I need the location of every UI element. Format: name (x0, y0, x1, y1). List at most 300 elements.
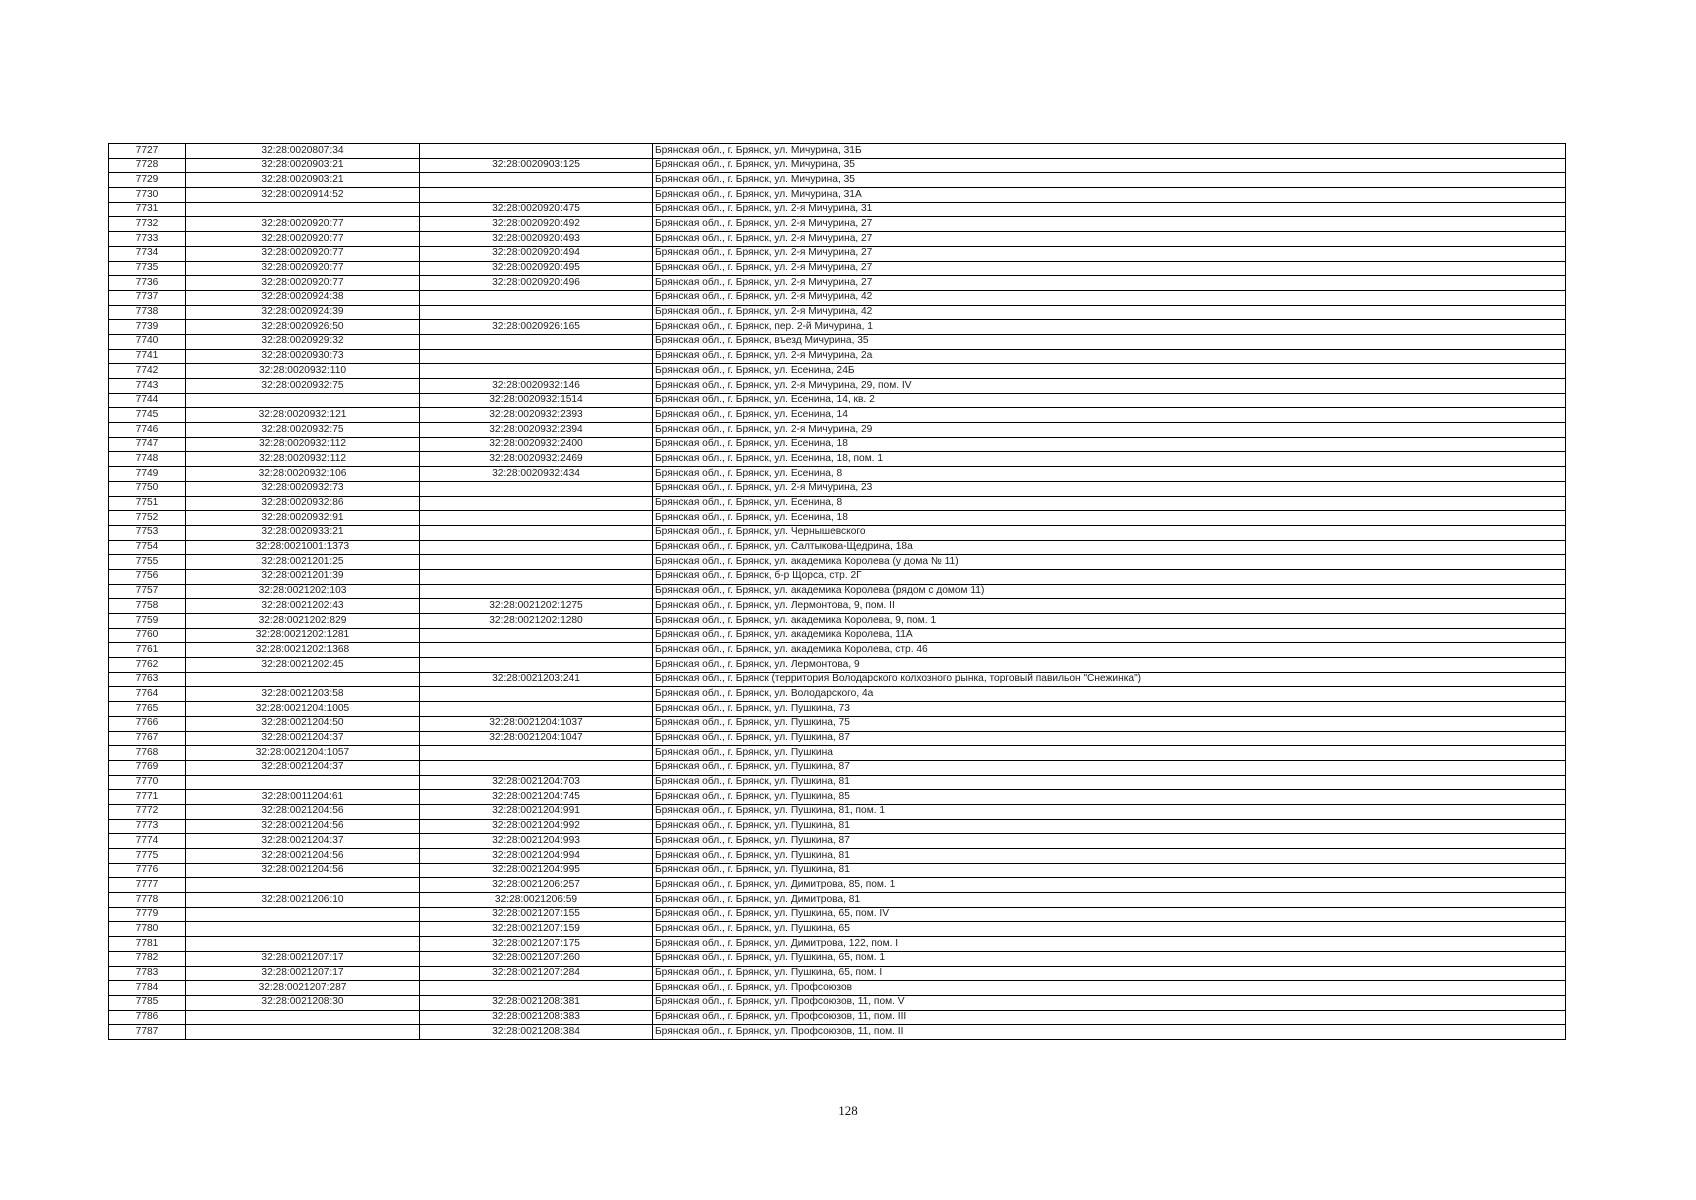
land-cadastral-number-cell: 32:28:0021204:50 (186, 716, 420, 731)
object-cadastral-number-cell (420, 981, 653, 996)
land-cadastral-number-cell: 32:28:0020914:52 (186, 188, 420, 203)
row-number-cell: 7728 (109, 158, 186, 173)
row-number-cell: 7745 (109, 408, 186, 423)
table-row (109, 628, 1566, 643)
address-cell: Брянская обл., г. Брянск, пер. 2-й Мичурина, 1 (653, 320, 1566, 335)
land-cadastral-number-cell: 32:28:0020932:86 (186, 496, 420, 511)
row-number-cell: 7782 (109, 951, 186, 966)
row-number-cell: 7739 (109, 320, 186, 335)
object-cadastral-number-cell: 32:28:0021207:155 (420, 907, 653, 922)
table-row (109, 687, 1566, 702)
land-cadastral-number-cell: 32:28:0020903:21 (186, 173, 420, 188)
table-row (109, 379, 1566, 394)
land-cadastral-number-cell: 32:28:0021208:30 (186, 995, 420, 1010)
row-number-cell: 7737 (109, 290, 186, 305)
land-cadastral-number-cell: 32:28:0020932:73 (186, 481, 420, 496)
row-number-cell: 7729 (109, 173, 186, 188)
land-cadastral-number-cell: 32:28:0021204:1057 (186, 746, 420, 761)
object-cadastral-number-cell: 32:28:0020920:475 (420, 202, 653, 217)
land-cadastral-number-cell: 32:28:0021204:56 (186, 804, 420, 819)
object-cadastral-number-cell: 32:28:0021204:992 (420, 819, 653, 834)
register-table-body (109, 144, 1566, 1040)
object-cadastral-number-cell (420, 540, 653, 555)
table-row (109, 716, 1566, 731)
address-cell: Брянская обл., г. Брянск, ул. Пушкина (653, 746, 1566, 761)
address-cell: Брянская обл., г. Брянск, ул. 2-я Мичурина, 29, пом. IV (653, 379, 1566, 394)
object-cadastral-number-cell (420, 746, 653, 761)
row-number-cell: 7758 (109, 599, 186, 614)
address-cell: Брянская обл., г. Брянск, ул. Димитрова, 81 (653, 893, 1566, 908)
row-number-cell: 7762 (109, 658, 186, 673)
object-cadastral-number-cell (420, 628, 653, 643)
object-cadastral-number-cell: 32:28:0021208:384 (420, 1025, 653, 1040)
row-number-cell: 7740 (109, 334, 186, 349)
object-cadastral-number-cell: 32:28:0021207:159 (420, 922, 653, 937)
row-number-cell: 7774 (109, 834, 186, 849)
land-cadastral-number-cell: 32:28:0021206:10 (186, 893, 420, 908)
row-number-cell: 7754 (109, 540, 186, 555)
row-number-cell: 7738 (109, 305, 186, 320)
row-number-cell: 7731 (109, 202, 186, 217)
land-cadastral-number-cell: 32:28:0021001:1373 (186, 540, 420, 555)
row-number-cell: 7751 (109, 496, 186, 511)
table-row (109, 907, 1566, 922)
table-row (109, 290, 1566, 305)
address-cell: Брянская обл., г. Брянск, въезд Мичурина, 35 (653, 334, 1566, 349)
object-cadastral-number-cell: 32:28:0021204:1047 (420, 731, 653, 746)
object-cadastral-number-cell: 32:28:0020932:146 (420, 379, 653, 394)
land-cadastral-number-cell: 32:28:0021207:287 (186, 981, 420, 996)
table-row (109, 569, 1566, 584)
row-number-cell: 7777 (109, 878, 186, 893)
object-cadastral-number-cell: 32:28:0020932:1514 (420, 393, 653, 408)
object-cadastral-number-cell: 32:28:0021204:993 (420, 834, 653, 849)
land-cadastral-number-cell: 32:28:0021204:37 (186, 731, 420, 746)
row-number-cell: 7764 (109, 687, 186, 702)
table-row (109, 349, 1566, 364)
table-row (109, 849, 1566, 864)
land-cadastral-number-cell: 32:28:0021207:17 (186, 951, 420, 966)
object-cadastral-number-cell: 32:28:0020932:2393 (420, 408, 653, 423)
object-cadastral-number-cell (420, 569, 653, 584)
object-cadastral-number-cell: 32:28:0021207:175 (420, 937, 653, 952)
land-cadastral-number-cell: 32:28:0021204:37 (186, 760, 420, 775)
row-number-cell: 7780 (109, 922, 186, 937)
object-cadastral-number-cell: 32:28:0020932:434 (420, 467, 653, 482)
row-number-cell: 7783 (109, 966, 186, 981)
object-cadastral-number-cell: 32:28:0021208:381 (420, 995, 653, 1010)
address-cell: Брянская обл., г. Брянск, ул. 2-я Мичурина, 27 (653, 276, 1566, 291)
land-cadastral-number-cell: 32:28:0020807:34 (186, 144, 420, 159)
table-row (109, 467, 1566, 482)
register-table (108, 143, 1566, 1040)
object-cadastral-number-cell (420, 584, 653, 599)
object-cadastral-number-cell: 32:28:0020932:2469 (420, 452, 653, 467)
row-number-cell: 7757 (109, 584, 186, 599)
address-cell: Брянская обл., г. Брянск, ул. Пушкина, 65, пом. IV (653, 907, 1566, 922)
row-number-cell: 7785 (109, 995, 186, 1010)
object-cadastral-number-cell: 32:28:0020920:496 (420, 276, 653, 291)
row-number-cell: 7749 (109, 467, 186, 482)
address-cell: Брянская обл., г. Брянск, ул. Лермонтова, 9 (653, 658, 1566, 673)
land-cadastral-number-cell: 32:28:0020932:75 (186, 423, 420, 438)
table-row (109, 746, 1566, 761)
address-cell: Брянская обл., г. Брянск, ул. 2-я Мичурина, 23 (653, 481, 1566, 496)
land-cadastral-number-cell: 32:28:0021201:25 (186, 555, 420, 570)
address-cell: Брянская обл., г. Брянск, ул. академика Королева, 11А (653, 628, 1566, 643)
row-number-cell: 7766 (109, 716, 186, 731)
land-cadastral-number-cell: 32:28:0020932:91 (186, 511, 420, 526)
land-cadastral-number-cell: 32:28:0020920:77 (186, 276, 420, 291)
object-cadastral-number-cell (420, 525, 653, 540)
address-cell: Брянская обл., г. Брянск, ул. Есенина, 24Б (653, 364, 1566, 379)
address-cell: Брянская обл., г. Брянск, ул. Лермонтова, 9, пом. II (653, 599, 1566, 614)
land-cadastral-number-cell: 32:28:0020920:77 (186, 232, 420, 247)
land-cadastral-number-cell: 32:28:0020932:121 (186, 408, 420, 423)
object-cadastral-number-cell: 32:28:0020932:2394 (420, 423, 653, 438)
land-cadastral-number-cell (186, 878, 420, 893)
object-cadastral-number-cell (420, 496, 653, 511)
address-cell: Брянская обл., г. Брянск, ул. Мичурина, 31А (653, 188, 1566, 203)
land-cadastral-number-cell: 32:28:0021203:58 (186, 687, 420, 702)
table-row (109, 481, 1566, 496)
table-row (109, 452, 1566, 467)
land-cadastral-number-cell (186, 672, 420, 687)
row-number-cell: 7753 (109, 525, 186, 540)
address-cell: Брянская обл., г. Брянск, ул. Чернышевского (653, 525, 1566, 540)
land-cadastral-number-cell (186, 202, 420, 217)
object-cadastral-number-cell (420, 643, 653, 658)
table-row (109, 614, 1566, 629)
table-row (109, 305, 1566, 320)
object-cadastral-number-cell: 32:28:0021204:995 (420, 863, 653, 878)
object-cadastral-number-cell: 32:28:0020903:125 (420, 158, 653, 173)
object-cadastral-number-cell: 32:28:0021203:241 (420, 672, 653, 687)
address-cell: Брянская обл., г. Брянск, ул. Профсоюзов, 11, пом. III (653, 1010, 1566, 1025)
land-cadastral-number-cell: 32:28:0021204:1005 (186, 702, 420, 717)
address-cell: Брянская обл., г. Брянск, ул. 2-я Мичурина, 29 (653, 423, 1566, 438)
row-number-cell: 7786 (109, 1010, 186, 1025)
object-cadastral-number-cell: 32:28:0021207:284 (420, 966, 653, 981)
land-cadastral-number-cell: 32:28:0020924:38 (186, 290, 420, 305)
land-cadastral-number-cell: 32:28:0021201:39 (186, 569, 420, 584)
land-cadastral-number-cell: 32:28:0021202:45 (186, 658, 420, 673)
address-cell: Брянская обл., г. Брянск, ул. Есенина, 14, кв. 2 (653, 393, 1566, 408)
row-number-cell: 7778 (109, 893, 186, 908)
table-row (109, 364, 1566, 379)
table-row (109, 819, 1566, 834)
row-number-cell: 7765 (109, 702, 186, 717)
address-cell: Брянская обл., г. Брянск, ул. 2-я Мичурина, 27 (653, 261, 1566, 276)
address-cell: Брянская обл., г. Брянск, ул. Пушкина, 65, пом. I (653, 966, 1566, 981)
address-cell: Брянская обл., г. Брянск, ул. Пушкина, 81 (653, 775, 1566, 790)
object-cadastral-number-cell: 32:28:0021204:745 (420, 790, 653, 805)
object-cadastral-number-cell (420, 173, 653, 188)
object-cadastral-number-cell: 32:28:0021208:383 (420, 1010, 653, 1025)
table-row (109, 158, 1566, 173)
land-cadastral-number-cell: 32:28:0020932:110 (186, 364, 420, 379)
address-cell: Брянская обл., г. Брянск, ул. Есенина, 8 (653, 496, 1566, 511)
land-cadastral-number-cell: 32:28:0021204:56 (186, 849, 420, 864)
row-number-cell: 7750 (109, 481, 186, 496)
address-cell: Брянская обл., г. Брянск, ул. Пушкина, 65, пом. 1 (653, 951, 1566, 966)
row-number-cell: 7781 (109, 937, 186, 952)
table-row (109, 496, 1566, 511)
object-cadastral-number-cell: 32:28:0020926:165 (420, 320, 653, 335)
table-row (109, 760, 1566, 775)
land-cadastral-number-cell: 32:28:0021202:1281 (186, 628, 420, 643)
table-row (109, 643, 1566, 658)
row-number-cell: 7767 (109, 731, 186, 746)
row-number-cell: 7776 (109, 863, 186, 878)
land-cadastral-number-cell: 32:28:0020903:21 (186, 158, 420, 173)
address-cell: Брянская обл., г. Брянск, ул. 2-я Мичурина, 31 (653, 202, 1566, 217)
address-cell: Брянская обл., г. Брянск, ул. Пушкина, 81, пом. 1 (653, 804, 1566, 819)
row-number-cell: 7730 (109, 188, 186, 203)
row-number-cell: 7746 (109, 423, 186, 438)
land-cadastral-number-cell: 32:28:0020929:32 (186, 334, 420, 349)
table-row (109, 863, 1566, 878)
table-row (109, 1010, 1566, 1025)
object-cadastral-number-cell: 32:28:0021206:257 (420, 878, 653, 893)
row-number-cell: 7742 (109, 364, 186, 379)
address-cell: Брянская обл., г. Брянск, ул. Пушкина, 81 (653, 849, 1566, 864)
object-cadastral-number-cell: 32:28:0021204:1037 (420, 716, 653, 731)
row-number-cell: 7755 (109, 555, 186, 570)
land-cadastral-number-cell: 32:28:0021204:56 (186, 819, 420, 834)
object-cadastral-number-cell (420, 481, 653, 496)
land-cadastral-number-cell: 32:28:0020932:75 (186, 379, 420, 394)
address-cell: Брянская обл., г. Брянск, ул. Есенина, 18 (653, 511, 1566, 526)
object-cadastral-number-cell: 32:28:0021204:994 (420, 849, 653, 864)
table-row (109, 599, 1566, 614)
land-cadastral-number-cell (186, 907, 420, 922)
row-number-cell: 7752 (109, 511, 186, 526)
address-cell: Брянская обл., г. Брянск, ул. Мичурина, 35 (653, 173, 1566, 188)
row-number-cell: 7741 (109, 349, 186, 364)
table-row (109, 276, 1566, 291)
address-cell: Брянская обл., г. Брянск, ул. Профсоюзов, 11, пом. II (653, 1025, 1566, 1040)
table-row (109, 423, 1566, 438)
address-cell: Брянская обл., г. Брянск, ул. академика Королева, 9, пом. 1 (653, 614, 1566, 629)
table-row (109, 893, 1566, 908)
object-cadastral-number-cell (420, 334, 653, 349)
table-row (109, 995, 1566, 1010)
address-cell: Брянская обл., г. Брянск, ул. Пушкина, 73 (653, 702, 1566, 717)
object-cadastral-number-cell: 32:28:0020920:495 (420, 261, 653, 276)
object-cadastral-number-cell (420, 702, 653, 717)
table-row (109, 804, 1566, 819)
table-row (109, 188, 1566, 203)
land-cadastral-number-cell: 32:28:0020924:39 (186, 305, 420, 320)
land-cadastral-number-cell: 32:28:0020920:77 (186, 217, 420, 232)
row-number-cell: 7775 (109, 849, 186, 864)
row-number-cell: 7768 (109, 746, 186, 761)
land-cadastral-number-cell: 32:28:0011204:61 (186, 790, 420, 805)
row-number-cell: 7756 (109, 569, 186, 584)
row-number-cell: 7770 (109, 775, 186, 790)
object-cadastral-number-cell: 32:28:0021207:260 (420, 951, 653, 966)
address-cell: Брянская обл., г. Брянск, ул. Димитрова, 85, пом. 1 (653, 878, 1566, 893)
page-number: 128 (838, 1103, 858, 1118)
address-cell: Брянская обл., г. Брянск, ул. Есенина, 8 (653, 467, 1566, 482)
object-cadastral-number-cell: 32:28:0021202:1280 (420, 614, 653, 629)
table-row (109, 966, 1566, 981)
address-cell: Брянская обл., г. Брянск, ул. 2-я Мичурина, 42 (653, 290, 1566, 305)
row-number-cell: 7769 (109, 760, 186, 775)
row-number-cell: 7727 (109, 144, 186, 159)
row-number-cell: 7744 (109, 393, 186, 408)
row-number-cell: 7733 (109, 232, 186, 247)
land-cadastral-number-cell: 32:28:0020932:112 (186, 437, 420, 452)
land-cadastral-number-cell (186, 922, 420, 937)
address-cell: Брянская обл., г. Брянск, ул. Мичурина, 35 (653, 158, 1566, 173)
land-cadastral-number-cell: 32:28:0020933:21 (186, 525, 420, 540)
object-cadastral-number-cell: 32:28:0021202:1275 (420, 599, 653, 614)
object-cadastral-number-cell (420, 144, 653, 159)
address-cell: Брянская обл., г. Брянск (территория Володарского колхозного рынка, торговый павильон "Снежинка") (653, 672, 1566, 687)
address-cell: Брянская обл., г. Брянск, б-р Щорса, стр. 2Г (653, 569, 1566, 584)
land-cadastral-number-cell (186, 1010, 420, 1025)
address-cell: Брянская обл., г. Брянск, ул. Есенина, 14 (653, 408, 1566, 423)
table-row (109, 790, 1566, 805)
address-cell: Брянская обл., г. Брянск, ул. 2-я Мичурина, 2а (653, 349, 1566, 364)
land-cadastral-number-cell (186, 775, 420, 790)
table-row (109, 658, 1566, 673)
address-cell: Брянская обл., г. Брянск, ул. 2-я Мичурина, 27 (653, 217, 1566, 232)
land-cadastral-number-cell: 32:28:0021204:37 (186, 834, 420, 849)
object-cadastral-number-cell (420, 658, 653, 673)
table-row (109, 217, 1566, 232)
row-number-cell: 7759 (109, 614, 186, 629)
table-row (109, 437, 1566, 452)
row-number-cell: 7748 (109, 452, 186, 467)
table-row (109, 951, 1566, 966)
table-row (109, 937, 1566, 952)
object-cadastral-number-cell: 32:28:0020920:494 (420, 246, 653, 261)
address-cell: Брянская обл., г. Брянск, ул. Пушкина, 65 (653, 922, 1566, 937)
land-cadastral-number-cell: 32:28:0020932:112 (186, 452, 420, 467)
object-cadastral-number-cell: 32:28:0020932:2400 (420, 437, 653, 452)
row-number-cell: 7763 (109, 672, 186, 687)
address-cell: Брянская обл., г. Брянск, ул. Профсоюзов, 11, пом. V (653, 995, 1566, 1010)
object-cadastral-number-cell: 32:28:0020920:492 (420, 217, 653, 232)
address-cell: Брянская обл., г. Брянск, ул. Пушкина, 81 (653, 819, 1566, 834)
row-number-cell: 7760 (109, 628, 186, 643)
land-cadastral-number-cell: 32:28:0020920:77 (186, 246, 420, 261)
address-cell: Брянская обл., г. Брянск, ул. Володарского, 4а (653, 687, 1566, 702)
table-row (109, 555, 1566, 570)
land-cadastral-number-cell: 32:28:0021204:56 (186, 863, 420, 878)
object-cadastral-number-cell (420, 687, 653, 702)
address-cell: Брянская обл., г. Брянск, ул. академика Королева (у дома № 11) (653, 555, 1566, 570)
object-cadastral-number-cell (420, 290, 653, 305)
object-cadastral-number-cell (420, 349, 653, 364)
address-cell: Брянская обл., г. Брянск, ул. Пушкина, 87 (653, 834, 1566, 849)
table-row (109, 261, 1566, 276)
table-row (109, 584, 1566, 599)
land-cadastral-number-cell: 32:28:0020932:106 (186, 467, 420, 482)
row-number-cell: 7779 (109, 907, 186, 922)
table-row (109, 922, 1566, 937)
land-cadastral-number-cell (186, 1025, 420, 1040)
row-number-cell: 7734 (109, 246, 186, 261)
land-cadastral-number-cell (186, 937, 420, 952)
table-row (109, 173, 1566, 188)
row-number-cell: 7761 (109, 643, 186, 658)
object-cadastral-number-cell: 32:28:0021204:703 (420, 775, 653, 790)
object-cadastral-number-cell (420, 364, 653, 379)
land-cadastral-number-cell: 32:28:0021202:103 (186, 584, 420, 599)
table-row (109, 320, 1566, 335)
object-cadastral-number-cell (420, 511, 653, 526)
table-row (109, 1025, 1566, 1040)
address-cell: Брянская обл., г. Брянск, ул. 2-я Мичурина, 27 (653, 232, 1566, 247)
address-cell: Брянская обл., г. Брянск, ул. 2-я Мичурина, 42 (653, 305, 1566, 320)
address-cell: Брянская обл., г. Брянск, ул. Димитрова, 122, пом. I (653, 937, 1566, 952)
address-cell: Брянская обл., г. Брянск, ул. Профсоюзов (653, 981, 1566, 996)
address-cell: Брянская обл., г. Брянск, ул. Есенина, 18, пом. 1 (653, 452, 1566, 467)
address-cell: Брянская обл., г. Брянск, ул. Есенина, 18 (653, 437, 1566, 452)
land-cadastral-number-cell (186, 393, 420, 408)
address-cell: Брянская обл., г. Брянск, ул. Пушкина, 75 (653, 716, 1566, 731)
land-cadastral-number-cell: 32:28:0021202:1368 (186, 643, 420, 658)
row-number-cell: 7773 (109, 819, 186, 834)
table-row (109, 511, 1566, 526)
row-number-cell: 7772 (109, 804, 186, 819)
address-cell: Брянская обл., г. Брянск, ул. Пушкина, 85 (653, 790, 1566, 805)
object-cadastral-number-cell (420, 188, 653, 203)
object-cadastral-number-cell: 32:28:0021204:991 (420, 804, 653, 819)
row-number-cell: 7771 (109, 790, 186, 805)
row-number-cell: 7736 (109, 276, 186, 291)
table-row (109, 775, 1566, 790)
table-row (109, 834, 1566, 849)
address-cell: Брянская обл., г. Брянск, ул. академика Королева (рядом с домом 11) (653, 584, 1566, 599)
land-cadastral-number-cell: 32:28:0020920:77 (186, 261, 420, 276)
address-cell: Брянская обл., г. Брянск, ул. Пушкина, 87 (653, 760, 1566, 775)
object-cadastral-number-cell (420, 760, 653, 775)
address-cell: Брянская обл., г. Брянск, ул. Салтыкова-Щедрина, 18а (653, 540, 1566, 555)
row-number-cell: 7784 (109, 981, 186, 996)
table-row (109, 144, 1566, 159)
address-cell: Брянская обл., г. Брянск, ул. Мичурина, 31Б (653, 144, 1566, 159)
table-row (109, 878, 1566, 893)
land-cadastral-number-cell: 32:28:0021207:17 (186, 966, 420, 981)
table-row (109, 232, 1566, 247)
row-number-cell: 7735 (109, 261, 186, 276)
row-number-cell: 7743 (109, 379, 186, 394)
address-cell: Брянская обл., г. Брянск, ул. 2-я Мичурина, 27 (653, 246, 1566, 261)
table-row (109, 334, 1566, 349)
object-cadastral-number-cell (420, 555, 653, 570)
table-row (109, 408, 1566, 423)
address-cell: Брянская обл., г. Брянск, ул. Пушкина, 87 (653, 731, 1566, 746)
row-number-cell: 7732 (109, 217, 186, 232)
row-number-cell: 7747 (109, 437, 186, 452)
land-cadastral-number-cell: 32:28:0021202:43 (186, 599, 420, 614)
address-cell: Брянская обл., г. Брянск, ул. академика Королева, стр. 46 (653, 643, 1566, 658)
table-row (109, 202, 1566, 217)
table-row (109, 525, 1566, 540)
row-number-cell: 7787 (109, 1025, 186, 1040)
land-cadastral-number-cell: 32:28:0021202:829 (186, 614, 420, 629)
table-row (109, 246, 1566, 261)
object-cadastral-number-cell: 32:28:0021206:59 (420, 893, 653, 908)
table-row (109, 731, 1566, 746)
table-row (109, 981, 1566, 996)
table-row (109, 393, 1566, 408)
